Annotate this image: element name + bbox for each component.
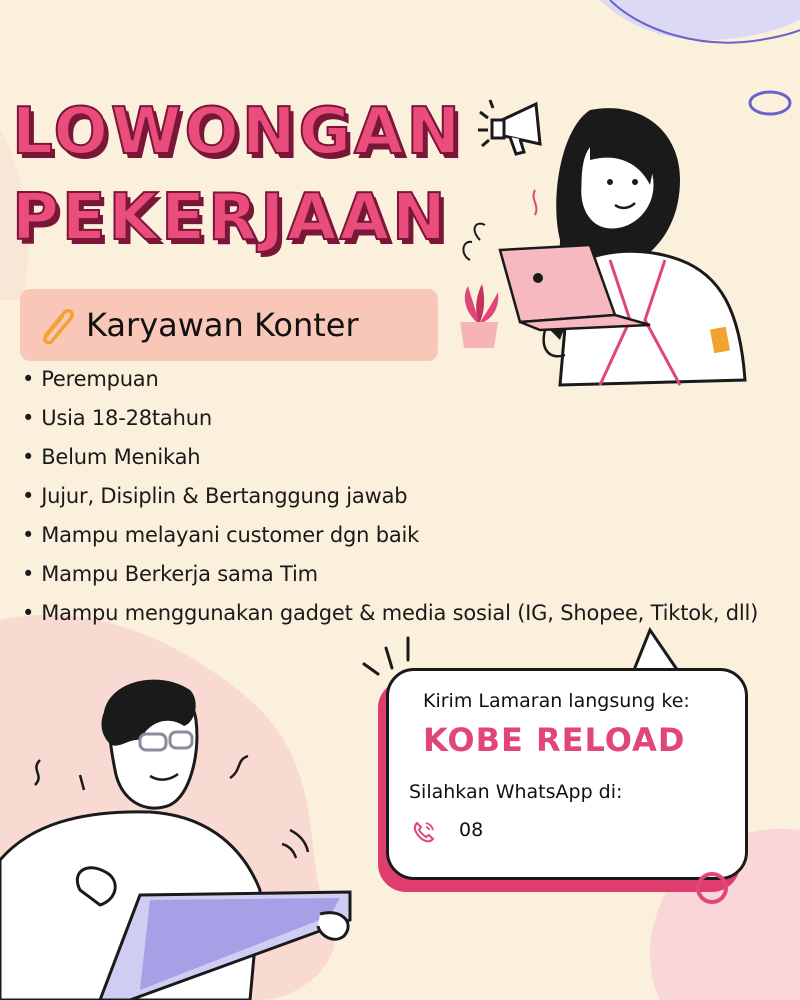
requirement-item: • Jujur, Disiplin & Bertanggung jawab	[22, 477, 758, 516]
position-banner	[20, 289, 438, 361]
requirement-item: • Usia 18-28tahun	[22, 399, 758, 438]
phone-number[interactable]: 08	[459, 819, 484, 841]
megaphone-icon	[476, 96, 548, 162]
send-application-text: Kirim Lamaran langsung ke:	[423, 690, 690, 712]
requirement-item: • Mampu menggunakan gadget & media sosial (IG, Shopee, Tiktok, dll)	[22, 594, 758, 633]
ring-decoration	[692, 868, 732, 908]
company-name: KOBE RELOAD	[423, 721, 686, 759]
title-line-1: LOWONGAN	[12, 95, 464, 169]
whatsapp-text: Silahkan WhatsApp di:	[409, 781, 623, 803]
paperclip-icon	[32, 301, 80, 349]
requirement-item: • Belum Menikah	[22, 438, 758, 477]
phone-icon	[411, 819, 437, 845]
plant-icon	[454, 282, 504, 350]
requirement-item: • Perempuan	[22, 360, 758, 399]
requirement-item: • Mampu Berkerja sama Tim	[22, 555, 758, 594]
requirement-item: • Mampu melayani customer dgn baik	[22, 516, 758, 555]
requirements-list	[22, 360, 758, 633]
man-with-laptop-illustration	[0, 660, 380, 1000]
contact-card	[386, 668, 748, 880]
position-title: Karyawan Konter	[86, 306, 359, 344]
title-line-2: PEKERJAAN	[12, 181, 449, 255]
